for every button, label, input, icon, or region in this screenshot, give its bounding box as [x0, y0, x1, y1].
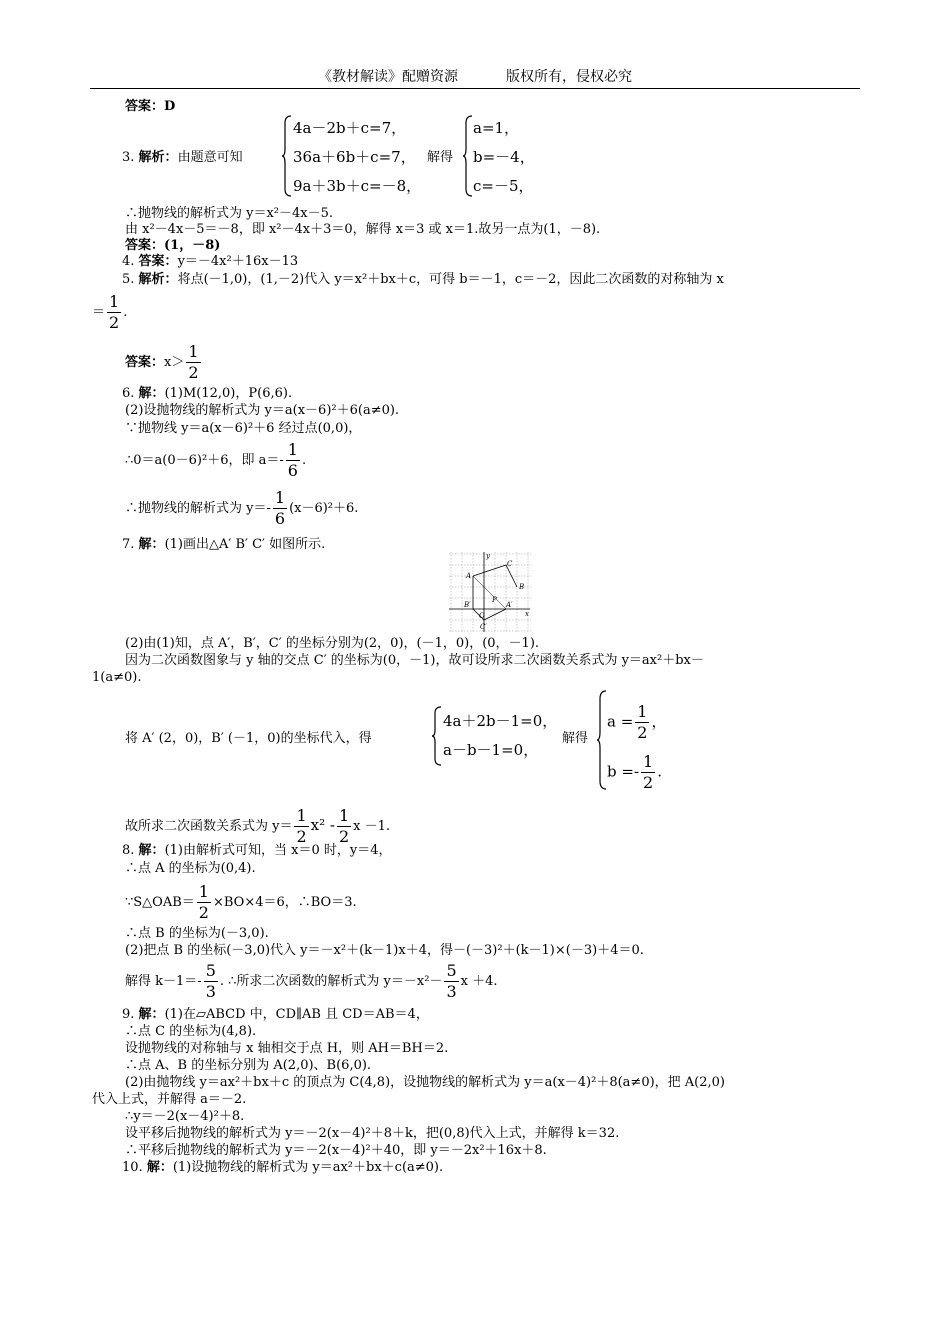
text-line: ∴y＝－2(x－4)²＋8. — [125, 1109, 245, 1124]
text-line: ∴点 A 的坐标为(0,4). — [125, 861, 256, 876]
equation: a=1， — [473, 119, 520, 137]
figure-label: x — [525, 610, 529, 618]
equation-system-3 — [443, 707, 557, 765]
brace-left-4 — [597, 690, 607, 794]
q6-result: ∴抛物线的解析式为 y＝- $\frac{1}{6}$ (x－6)²＋6. — [125, 488, 359, 528]
figure-label: A′ — [506, 601, 513, 609]
figure-label: O — [479, 612, 485, 620]
q3-intro: 3. 解析：由题意可知 — [122, 150, 243, 165]
fraction: $\frac{1}{6}$ — [274, 488, 286, 528]
q7-result: 故所求二次函数关系式为 y＝ $\frac{1}{2}$ x² - $\frac{1}{2}$ x －1. — [125, 806, 391, 846]
q8-line: 8. 解：(1)由解析式可知，当 x＝0 时，y＝4， — [122, 843, 392, 858]
figure-label: C — [507, 560, 513, 568]
text-line: 由 x²－4x－5＝－8，即 x²－4x＋3＝0，解得 x＝3 或 x＝1.故另一点为(1，－8). — [125, 222, 601, 237]
header-right: 版权所有，侵权必究 — [506, 69, 632, 85]
q5-axis: ＝ $\frac{1}{2}$ . — [92, 292, 128, 332]
q8-result: 解得 k－1＝- $\frac{5}{3}$ . ∴所求二次函数的解析式为 y＝－x²－ $\frac{5}{3}$ x ＋4. — [125, 961, 498, 1001]
text-line: (2)把点 B 的坐标(－3,0)代入 y＝－x²＋(k－1)x＋4，得－(－3)²＋(k－1)×(－3)＋4＝0. — [125, 943, 644, 958]
fraction: $\frac{1}{6}$ — [287, 440, 298, 480]
q7-line: 7. 解：(1)画出△A′ B′ C′ 如图所示. — [122, 537, 326, 552]
answer-2: 答案：D — [125, 99, 176, 114]
text-line: ∵抛物线 y＝a(x－6)²＋6 经过点(0,0)， — [125, 421, 362, 436]
q9-line: 9. 解：(1)在▱ABCD 中，CD∥AB 且 CD＝AB＝4， — [122, 1007, 429, 1022]
fraction: $\frac{1}{2}$ — [188, 342, 199, 382]
solve-text: 解得 — [427, 150, 454, 165]
solution-b: b =- $\frac{1}{2}$ . — [607, 752, 662, 792]
brace-left-3 — [432, 706, 442, 770]
q7-substitute: 将 A′ (2，0)，B′ (－1，0)的坐标代入，得 — [125, 731, 372, 746]
q10-line: 10. 解：(1)设抛物线的解析式为 y＝ax²＋bx＋c(a≠0). — [122, 1160, 444, 1175]
equation: 36a＋6b＋c=7， — [293, 148, 416, 166]
figure-label: B — [519, 583, 525, 591]
q6-line: 6. 解：(1)M(12,0)，P(6,6). — [122, 386, 293, 401]
equation: 9a＋3b＋c=－8， — [293, 177, 422, 195]
fraction: $\frac{5}{3}$ — [446, 961, 457, 1001]
text-line: (2)由(1)知，点 A′，B′，C′ 的坐标分别为(2，0)，(－1，0)，(0，－1). — [125, 636, 540, 651]
figure-label: B′ — [464, 601, 471, 609]
q4-line: 4. 答案：y＝－4x²＋16x－13 — [122, 254, 299, 269]
text-line: (2)由抛物线 y＝ax²＋bx＋c 的顶点为 C(4,8)，设抛物线的解析式为 y＝a(x－4)²＋8(a≠0)，把 A(2,0) — [125, 1075, 725, 1090]
header-left: 《教材解读》配赠资源 — [318, 69, 458, 85]
brace-left-1 — [282, 115, 292, 201]
equation: 4a－2b＋c=7， — [293, 119, 407, 137]
q5-answer: 答案：x＞ $\frac{1}{2}$ — [125, 342, 199, 382]
text-line: ∴点 A、B 的坐标分别为 A(2,0)、B(6,0). — [125, 1058, 372, 1073]
figure-label: y — [486, 552, 490, 560]
q6-a: ∴0＝a(0－6)²＋6，即 a＝- $\frac{1}{6}$ . — [125, 440, 307, 480]
q8-area: ∵S△OAB＝ $\frac{1}{2}$ ×BO×4＝6，∴BO＝3. — [125, 882, 357, 922]
fraction: $\frac{1}{2}$ — [109, 292, 120, 332]
fraction: $\frac{1}{2}$ — [296, 806, 307, 846]
text-line: 因为二次函数图象与 y 轴的交点 C′ 的坐标为(0，－1)，故可设所求二次函数关系式为 y＝ax²＋bx－ — [125, 653, 704, 668]
fraction: $\frac{5}{3}$ — [205, 961, 216, 1001]
text-line: ∴点 B 的坐标为(－3,0). — [125, 926, 269, 941]
solve-text: 解得 — [562, 731, 589, 746]
text-line: 1(a≠0). — [92, 670, 142, 685]
text-line: (2)设抛物线的解析式为 y＝a(x－6)²＋6(a≠0). — [125, 403, 400, 418]
equation: a－b－1=0， — [443, 741, 539, 759]
text-line: ∴点 C 的坐标为(4,8). — [125, 1024, 257, 1039]
text-line: ∴平移后抛物线的解析式为 y＝－2(x－4)²＋40，即 y＝－2x²＋16x＋8. — [125, 1143, 547, 1158]
fraction: $\frac{1}{2}$ — [338, 806, 350, 846]
answer-3: 答案：(1，－8) — [125, 238, 221, 253]
text-line: 设抛物线的对称轴与 x 轴相交于点 H，则 AH＝BH＝2. — [125, 1041, 449, 1056]
fraction: $\frac{1}{2}$ — [637, 702, 648, 742]
figure-label: C′ — [480, 623, 487, 631]
equation: 4a＋2b－1=0， — [443, 712, 558, 730]
equation-system-2 — [473, 114, 535, 201]
coordinate-figure — [449, 552, 531, 632]
text-line: ∴抛物线的解析式为 y＝x²－4x－5. — [125, 206, 334, 221]
equation: b=－4， — [473, 148, 535, 166]
equation: c=－5， — [473, 177, 534, 195]
page-header — [90, 66, 860, 89]
figure-label: A — [466, 572, 472, 580]
solution-a: a = $\frac{1}{2}$ ， — [607, 702, 667, 742]
figure-label: P — [492, 596, 497, 604]
text-line: 代入上式，并解得 a＝－2. — [92, 1092, 247, 1107]
brace-left-2 — [463, 115, 473, 201]
text-line: 设平移后抛物线的解析式为 y＝－2(x－4)²＋8＋k，把(0,8)代入上式，并解得 k＝32. — [125, 1126, 620, 1141]
equation-system-1 — [293, 114, 421, 201]
fraction: $\frac{1}{2}$ — [643, 752, 654, 792]
fraction: $\frac{1}{2}$ — [198, 882, 209, 922]
q5-line: 5. 解析：将点(－1,0)，(1,－2)代入 y＝x²＋bx＋c，可得 b＝－1，c＝－2，因此二次函数的对称轴为 x — [122, 272, 724, 287]
